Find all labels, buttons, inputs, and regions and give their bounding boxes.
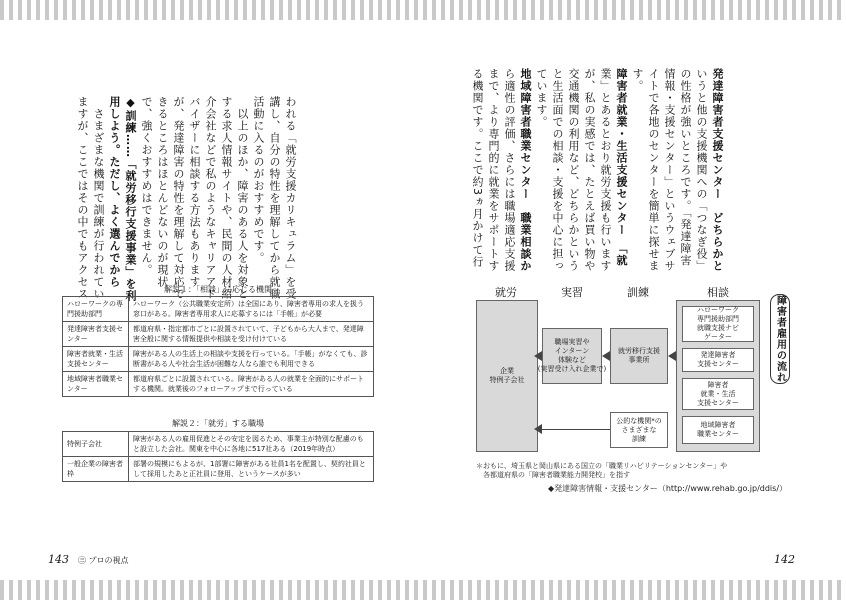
flow-title: 障害者雇用の流れ (770, 294, 790, 384)
table-key: 地域障害者職業センター (63, 372, 129, 397)
consult-hellowork-box: ハローワーク 専門援助部門 就職支援ナビ ゲーター (682, 306, 754, 342)
left-page-body-text (74, 96, 298, 302)
left-line: ますが、ここではその中でもアクセス (76, 96, 89, 300)
table-row (63, 347, 374, 372)
right-line: いうと他の支援機関への「つなぎ役」 (695, 68, 708, 272)
left-line: われる「就労支援カリキュラム」を受 (284, 96, 297, 300)
consult-vocational-box: 地域障害者 職業センター (682, 416, 754, 444)
connector-line (542, 429, 610, 430)
right-line: 障害者就業・生活支援センター 「就 (615, 68, 628, 267)
right-line: ています。 (535, 68, 548, 128)
left-line: バイザーに相談する方法もあります (188, 96, 201, 288)
table-value: 障害がある人の生活上の相談や支援を行っている。「手帳」がなくても、診断書がある人や社会生活が困難な人なら誰でも利用できる (129, 347, 374, 372)
table-value: 都道府県・指定都市ごとに設置されていて、子どもから大人まで、発達障害全般に関する情報提供や相談を受け付けている (129, 322, 374, 347)
left-page-section-name: ㊂ プロの視点 (78, 556, 129, 565)
left-line: する求人情報サイトや、民間の人材紹 (220, 96, 233, 300)
left-line: さまざまな機関で訓練が行われてい (92, 96, 105, 300)
table-key: 障害者就業・生活支援センター (63, 347, 129, 372)
right-line: 業」とあるとおり就労支援も行います (599, 68, 612, 272)
left-line: 介会社などで私のようなキャリアアド (204, 96, 217, 300)
left-line: 以上のほか、障害のある人を対象と (236, 96, 249, 300)
table-row (63, 457, 374, 482)
table-key: 発達障害者支援センター (63, 322, 129, 347)
right-line: イトで各地のセンターを簡単に探せま (647, 68, 660, 272)
table-row (63, 297, 374, 322)
left-line: きるところはほとんどないのが現状 (156, 96, 169, 288)
arrow-left-icon (534, 351, 542, 361)
other-training-box: 公的な機関*の さまざまな 訓練 (610, 412, 668, 448)
right-line: まで、より専門的に就業をサポートす (487, 68, 500, 272)
table1-caption: 解説１：「相談」に応じる機関 (164, 285, 272, 294)
flow-footnote: ＊おもに、埼玉県と岡山県にある国立の「職業リハビリテーションセンター」や 各都道府県の「障害者職業能力開発校」を指す (476, 462, 728, 479)
left-line: が、発達障害の特性を理解して対応で (172, 96, 185, 300)
arrow-left-icon (602, 351, 610, 361)
table1 (62, 296, 374, 397)
left-line: 講し、自分の特性を理解してから就職 (268, 96, 281, 300)
table-row (63, 372, 374, 397)
arrow-left-icon (668, 351, 676, 361)
right-line: す。 (631, 68, 644, 92)
practice-box: 職場実習や インターン 体験など (実習受け入れ企業で) (542, 328, 602, 384)
left-page-number: 143 (48, 553, 69, 566)
table-key: 特例子会社 (63, 432, 129, 457)
consult-life-support-box: 障害者 就業・生活 支援センター (682, 378, 754, 410)
table-value: 障害がある人の雇用促進とその安定を図るため、事業主が特別な配慮のもと設立した会社。関東を中心に各地に517社ある（2019年時点） (129, 432, 374, 457)
left-heading-line: 用しよう。ただし、よく選んでから (108, 96, 121, 288)
left-line: 活動に入るのがおすすめです。 (252, 96, 265, 264)
right-line: と生活面での相談・支援を中心に担っ (551, 68, 564, 272)
flow-head-training: 訓練 (627, 286, 649, 299)
table-row (63, 322, 374, 347)
left-heading-line: ◆訓練……「就労移行支援事業」を利 (124, 96, 137, 302)
right-line: 発達障害者支援センター どちらかと (711, 68, 724, 272)
table-key: 一般企業の障害者枠 (63, 457, 129, 482)
table-value: 都道府県ごとに設置されている。障害がある人の就業を全面的にサポートする機関。就業後のフォローアップまで行っている (129, 372, 374, 397)
table2 (62, 431, 374, 482)
training-box: 就労移行支援 事業所 (610, 328, 668, 384)
right-line: る機関です。ここで約3ヵ月かけて行 (471, 68, 484, 268)
right-line: が、私の実感では、たとえば買い物や (583, 68, 596, 272)
right-line: の性格が強いところです。「発達障害 (679, 68, 692, 267)
top-border-stripe (0, 0, 846, 20)
table-value: ハローワーク（公共職業安定所）は全国にあり、障害者専用の求人を扱う窓口がある。障害者専用求人に応募するには「手帳」が必要 (129, 297, 374, 322)
table2-caption: 解説２：「就労」する職場 (172, 419, 264, 428)
flow-head-consult: 相談 (707, 286, 729, 299)
source-link-text: ◆発達障害情報・支援センター（http://www.rehab.go.jp/ddis/） (548, 484, 788, 493)
right-line: ら適性の評価、さらには職場適応支援 (503, 68, 516, 272)
bottom-border-stripe (0, 580, 846, 600)
table-key: ハローワークの専門援助部門 (63, 297, 129, 322)
arrow-left-icon (534, 424, 542, 434)
company-box: 企業 特例子会社 (476, 300, 538, 452)
table-value: 部署の規模にもよるが、1部署に障害がある社員1名を配置し、契約社員として採用したあと正社員に登用、というケースが多い (129, 457, 374, 482)
right-line: 地域障害者職業センター 職業相談か (519, 68, 532, 272)
table-row (63, 432, 374, 457)
right-page-body-text (469, 68, 725, 278)
consult-dev-support-box: 発達障害者 支援センター (682, 348, 754, 372)
right-page-number: 142 (774, 553, 795, 566)
flow-head-employment: 就労 (495, 286, 517, 299)
right-line: 情報・支援センター」というウェブサ (663, 68, 676, 272)
flow-head-practice: 実習 (561, 286, 583, 299)
left-line: で、強くおすすめはできません。 (140, 96, 153, 276)
employment-flow-diagram (468, 284, 798, 460)
right-line: 交通機関の利用など、どちらかという (567, 68, 580, 272)
